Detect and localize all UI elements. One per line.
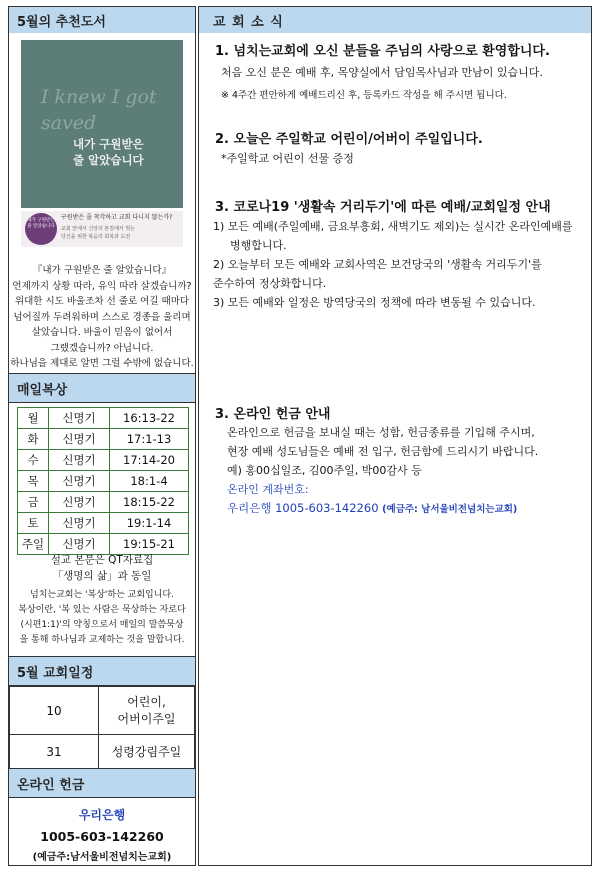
ref-cell: 18:15-22	[110, 492, 189, 513]
book-band	[21, 211, 183, 247]
news-item-1-note: ※ 4주간 편안하게 예배드리신 후, 등록카드 작성을 해 주시면 됩니다.	[221, 90, 507, 101]
ref-cell: 18:1-4	[110, 471, 189, 492]
news-item-2-title: 2. 오늘은 주일학교 어린이/어버이 주일입니다.	[215, 132, 483, 147]
book-caption-line: 살았습니다. 바울이 믿음이 없어서	[31, 327, 173, 338]
ref-cell: 17:1-13	[110, 429, 189, 450]
daily-note	[9, 552, 195, 584]
book-band-headline: 구원받은 줄 착각하고 교회 다니지 않는가?	[61, 214, 173, 221]
news-section-header	[199, 7, 591, 33]
book-cover-script: I knew I got saved	[41, 86, 157, 134]
daily-desc-line: 넘치는교회는 '복상'하는 교회입니다.	[30, 590, 174, 600]
book-cell: 신명기	[49, 513, 110, 534]
news-item-3-title: 3. 코로나19 '생활속 거리두기'에 따른 예배/교회일정 안내	[215, 200, 551, 215]
schedule-event-line1: 어린이,	[127, 694, 166, 709]
schedule-event	[99, 687, 195, 735]
daily-desc-line: (시편1:1)'의 약칭으로서 매일의 말씀묵상	[20, 620, 184, 630]
table-row	[10, 735, 195, 769]
book-cell: 신명기	[49, 429, 110, 450]
news-item-1-text: 처음 오신 분은 예배 후, 목양실에서 담임목사님과 만남이 있습니다.	[221, 66, 543, 79]
book-cell: 신명기	[49, 534, 110, 555]
book-cover-title: 내가 구원받은 줄 알았습니다	[73, 137, 144, 167]
book-cover	[21, 40, 183, 208]
news-item-4-title: 3. 온라인 헌금 안내	[215, 407, 331, 422]
day-cell: 수	[18, 450, 49, 471]
news-item-4-body	[227, 423, 587, 519]
day-cell: 월	[18, 408, 49, 429]
news-item-3-point-1b: 병행합니다.	[230, 239, 287, 252]
ref-cell: 19:1-14	[110, 513, 189, 534]
book-caption-line: 『내가 구원받은 줄 알았습니다』	[32, 265, 172, 276]
schedule-date: 10	[10, 687, 99, 735]
day-cell: 금	[18, 492, 49, 513]
daily-desc-line: 을 통해 하나님과 교제하는 것을 말합니다.	[19, 635, 185, 645]
offering-bank: 우리은행	[78, 808, 126, 822]
news-item-3-point-3: 3) 모든 예배와 일정은 방역당국의 정책에 따라 변동될 수 있습니다.	[213, 296, 536, 309]
offering-account: 1005-603-142260	[40, 829, 164, 844]
table-row	[18, 450, 189, 471]
book-caption-line: 위대한 시도 바울조차 선 줄로 여길 때마다	[14, 296, 190, 307]
table-row	[18, 408, 189, 429]
left-column	[8, 6, 196, 866]
table-row	[18, 471, 189, 492]
book-section-title: 5월의 추천도서	[17, 14, 106, 30]
offering-holder: (예금주:남서울비전넘치는교회)	[32, 852, 172, 863]
news-section-title: 교 회 소 식	[213, 14, 284, 30]
offering-section-title: 온라인 헌금	[17, 777, 85, 793]
schedule-date: 31	[10, 735, 99, 769]
ref-cell: 17:14-20	[110, 450, 189, 471]
daily-note-line2: 「생명의 삶」과 동일	[52, 570, 152, 582]
daily-note-line1: 설교 본문은 QT자료집	[50, 554, 154, 566]
right-column	[198, 6, 592, 866]
news-item-4-line3: 예) 홍00십일조, 김00주일, 박00감사 등	[227, 464, 422, 477]
day-cell: 화	[18, 429, 49, 450]
day-cell: 주일	[18, 534, 49, 555]
daily-section-title: 매일복상	[17, 382, 68, 398]
daily-reading-table	[17, 407, 189, 555]
schedule-event: 성령강림주일	[99, 735, 195, 769]
daily-desc-line: 복상이란, '복 있는 사람은 묵상하는 자로다	[18, 605, 186, 615]
book-band-sub2: 당신을 위한 복음의 회복과 도전	[61, 234, 131, 240]
news-item-4-account-label: 온라인 계좌번호:	[227, 483, 309, 496]
schedule-section-title: 5월 교회일정	[17, 665, 94, 681]
book-caption-line: 넘어질까 두려워하며 스스로 경종을 울리며	[13, 311, 191, 323]
book-cell: 신명기	[49, 471, 110, 492]
news-item-4-line2: 현장 예배 성도님들은 예배 전 입구, 헌금함에 드리시기 바랍니다.	[227, 445, 539, 458]
news-item-2-text: *주일학교 어린이 선물 증정	[221, 152, 354, 165]
book-caption-line: 그랬겠습니까? 아닙니다.	[50, 342, 154, 354]
book-cell: 신명기	[49, 450, 110, 471]
book-caption	[9, 263, 195, 372]
book-section-header	[9, 7, 195, 33]
schedule-event-line2: 어버이주일	[117, 711, 176, 726]
ref-cell: 16:13-22	[110, 408, 189, 429]
book-cell: 신명기	[49, 492, 110, 513]
book-badge: 내가 구원받은 줄 알았습니다	[25, 213, 57, 245]
news-item-4-account-holder: (예금주: 남서울비전넘치는교회)	[382, 504, 518, 515]
book-caption-line: 언제까지 상황 따라, 유익 따라 살겠습니까?	[12, 280, 192, 292]
book-caption-line: 하나님을 제대로 알면 그럴 수밖에 없습니다.	[10, 358, 194, 369]
daily-description	[9, 588, 195, 648]
news-item-4-line1: 온라인으로 헌금을 보내실 때는 성함, 헌금종류를 기입해 주시며,	[227, 426, 535, 439]
news-item-1-title: 1. 넘치는교회에 오신 분들을 주님의 사랑으로 환영합니다.	[215, 44, 550, 59]
table-row	[18, 513, 189, 534]
news-item-4-account	[227, 499, 587, 519]
news-item-3-point-2a: 2) 오늘부터 모든 예배와 교회사역은 보건당국의 '생활속 거리두기'를	[213, 258, 542, 271]
news-item-3-point-2b: 준수하여 정상화합니다.	[213, 277, 327, 290]
offering-section-header	[9, 768, 195, 798]
ref-cell: 19:15-21	[110, 534, 189, 555]
table-row	[10, 687, 195, 735]
schedule-table	[9, 686, 195, 769]
schedule-section-header	[9, 656, 195, 686]
table-row	[18, 492, 189, 513]
book-band-sub1: 교회 안에서 신앙의 본질에서 벗는	[61, 226, 135, 232]
news-item-4-account-number: 우리은행 1005-603-142260	[227, 501, 379, 515]
day-cell: 목	[18, 471, 49, 492]
book-cell: 신명기	[49, 408, 110, 429]
table-row	[18, 429, 189, 450]
offering-info	[9, 804, 195, 868]
day-cell: 토	[18, 513, 49, 534]
news-item-3-list	[213, 217, 587, 312]
daily-section-header	[9, 373, 195, 403]
news-item-3-point-1a: 1) 모든 예배(주일예배, 금요부흥회, 새벽기도 제외)는 실시간 온라인예배를	[213, 220, 573, 233]
